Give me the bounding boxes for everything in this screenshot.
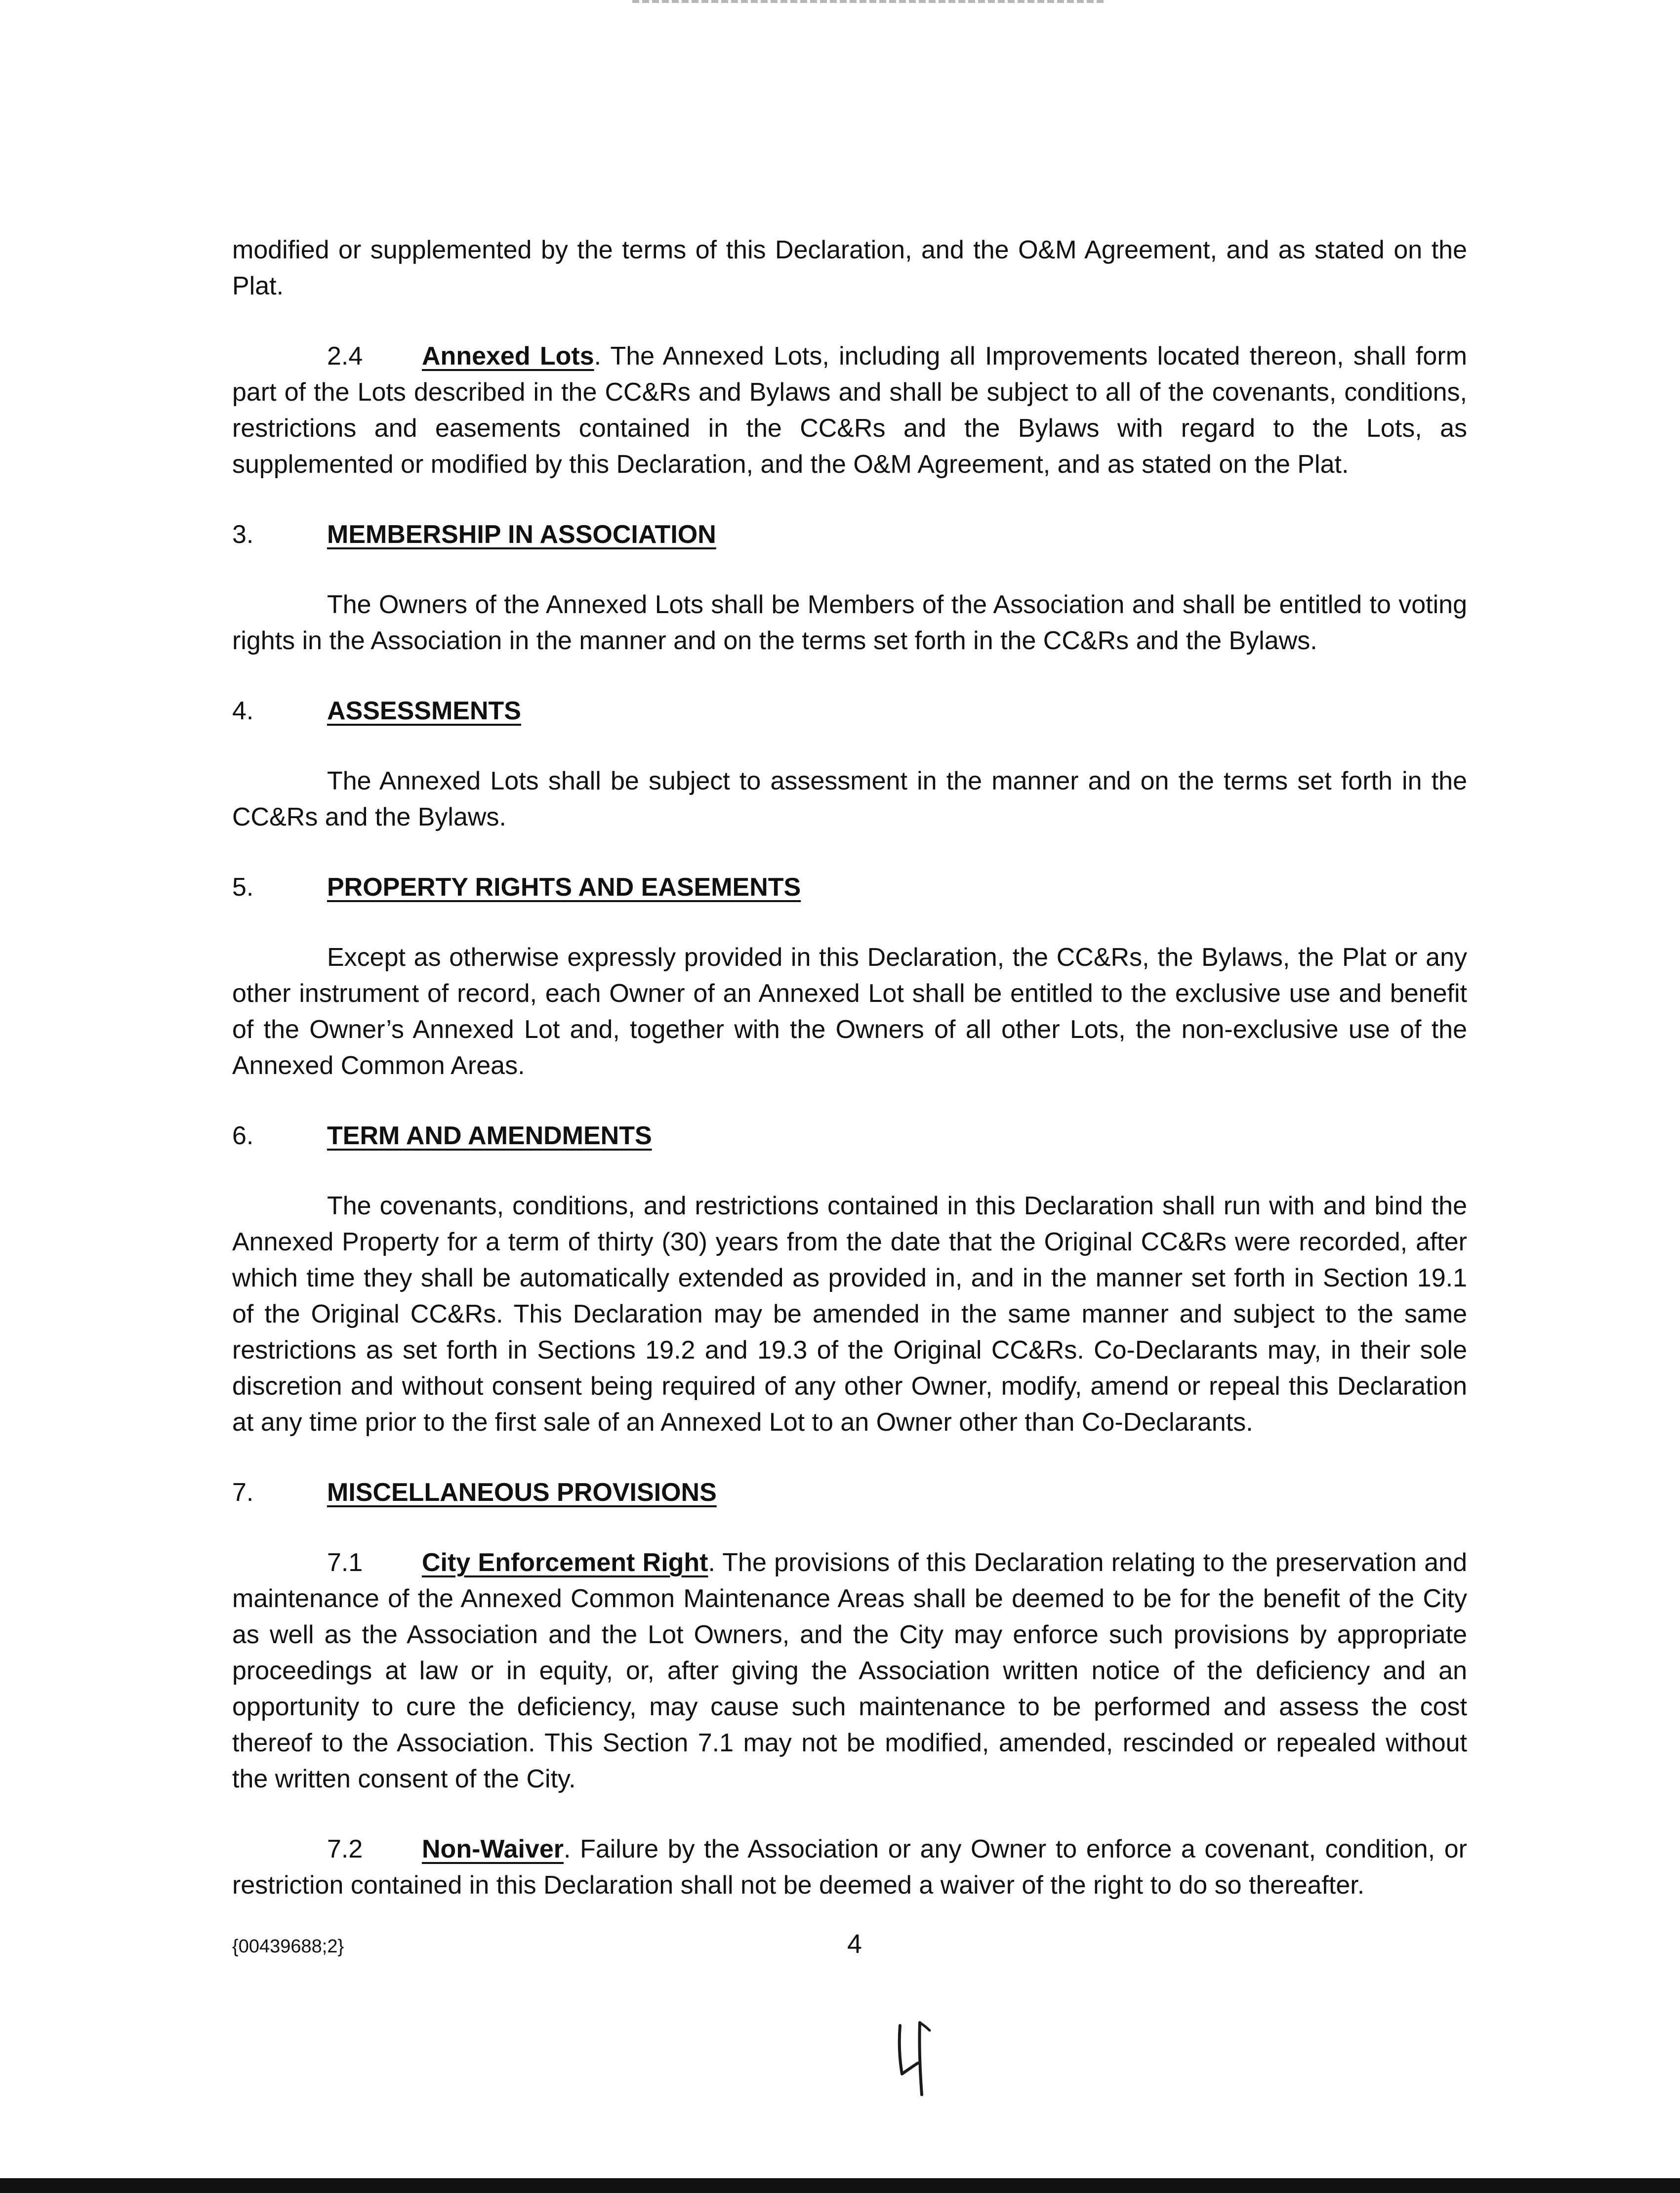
- section-6-paragraph: The covenants, conditions, and restrictions contained in this Declaration shall run with and bind the Annexed Property for a term of thirty (30) years from the date that the Original CC&Rs were recorded, after which time they shall be automatically extended as provided in, and in the manner set forth in Section 19.1 of the Original CC&Rs. This Declaration may be amended in the same manner and subject to the same restrictions as set forth in Sections 19.2 and 19.3 of the Original CC&Rs. Co-Declarants may, in their sole discretion and without consent being required of any other Owner, modify, amend or repeal this Declaration at any time prior to the first sale of an Annexed Lot to an Owner other than Co-Declarants.: [232, 1192, 1467, 1437]
- handwritten-page-mark: [889, 2016, 943, 2100]
- section-7-title: MISCELLANEOUS PROVISIONS: [327, 1478, 717, 1507]
- section-7-1-text: . The provisions of this Declaration relating to the preservation and maintenance of the Annexed Common Maintenance Areas shall be deemed to be for the benefit of the City as well as the Association and the Lot Owners, and the City may enforce such provisions by appropriate proceedings at law or in equity, or, after giving the Association written notice of the deficiency and an opportunity to cure the deficiency, may cause such maintenance to be performed and assess the cost thereof to the Association. This Section 7.1 may not be modified, amended, rescinded or repealed without the written consent of the City.: [232, 1548, 1467, 1793]
- section-7-1-title: City Enforcement Right: [422, 1548, 708, 1577]
- section-2-4-title: Annexed Lots: [422, 342, 594, 371]
- section-7-2-title: Non-Waiver: [422, 1835, 564, 1863]
- scan-bottom-border: [0, 2178, 1680, 2193]
- section-2-4-text: . The Annexed Lots, including all Improvements located thereon, shall form part of the Lots described in the CC&Rs and Bylaws and shall be subject to all of the covenants, conditions, restrictions and easements contained in the CC&Rs and the Bylaws with regard to the Lots, as supplemented or modified by this Declaration, and the O&M Agreement, and as stated on the Plat.: [232, 342, 1467, 479]
- section-3-title: MEMBERSHIP IN ASSOCIATION: [327, 520, 716, 549]
- section-5-number: 5.: [232, 873, 254, 902]
- page-number: 4: [847, 1929, 862, 1959]
- section-5-title: PROPERTY RIGHTS AND EASEMENTS: [327, 873, 801, 902]
- continuation-paragraph: modified or supplemented by the terms of this Declaration, and the O&M Agreement, and as stated on the Plat.: [232, 236, 1467, 300]
- section-2-4-paragraph: [232, 338, 1467, 483]
- section-6-heading: [232, 1118, 1467, 1154]
- section-7-2-paragraph: [232, 1831, 1467, 1903]
- section-7-2-number: 7.2: [327, 1835, 363, 1863]
- document-page: [232, 232, 1467, 1903]
- scan-top-artifact: [632, 0, 1106, 3]
- section-4-number: 4.: [232, 697, 254, 725]
- section-4-heading: [232, 693, 1467, 729]
- section-6-number: 6.: [232, 1121, 254, 1150]
- section-7-1-number: 7.1: [327, 1548, 363, 1577]
- section-3-paragraph: The Owners of the Annexed Lots shall be Members of the Association and shall be entitled to voting rights in the Association in the manner and on the terms set forth in the CC&Rs and the Bylaws.: [232, 590, 1467, 655]
- section-3-heading: [232, 517, 1467, 553]
- section-4-title: ASSESSMENTS: [327, 697, 521, 725]
- section-5-heading: [232, 869, 1467, 906]
- section-7-heading: [232, 1475, 1467, 1511]
- document-id: {00439688;2}: [232, 1936, 344, 1957]
- section-7-number: 7.: [232, 1478, 254, 1507]
- section-7-1-paragraph: [232, 1545, 1467, 1797]
- section-7-2-text: . Failure by the Association or any Owner to enforce a covenant, condition, or restriction contained in this Declaration shall not be deemed a waiver of the right to do so thereafter.: [232, 1835, 1467, 1900]
- section-2-4-number: 2.4: [327, 342, 363, 371]
- section-3-number: 3.: [232, 520, 254, 549]
- section-6-title: TERM AND AMENDMENTS: [327, 1121, 652, 1150]
- section-5-paragraph: Except as otherwise expressly provided in this Declaration, the CC&Rs, the Bylaws, the Plat or any other instrument of record, each Owner of an Annexed Lot shall be entitled to the exclusive use and benefit of the Owner’s Annexed Lot and, together with the Owners of all other Lots, the non-exclusive use of the Annexed Common Areas.: [232, 943, 1467, 1080]
- section-4-paragraph: The Annexed Lots shall be subject to assessment in the manner and on the terms set forth in the CC&Rs and the Bylaws.: [232, 767, 1467, 831]
